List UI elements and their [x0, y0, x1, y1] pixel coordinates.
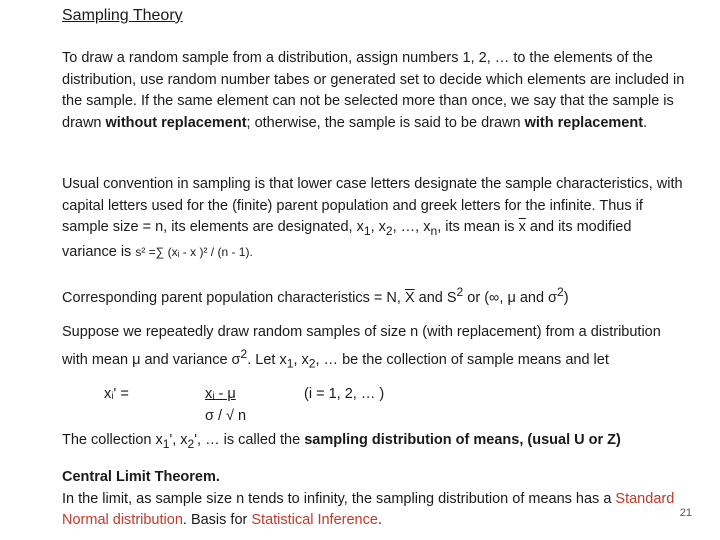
p1-text-a: To draw a random sample from a distribution, assign numbers 1, 2, … to the elements of the distribution, use random number tabes or generated set to decide which elements are included in the sample. If the same element can not be selected more than once, we say that the sample is drawn — [62, 50, 685, 131]
p4b-text-c: ', … is called the — [194, 432, 305, 448]
p3-sup-2b: 2 — [557, 285, 564, 299]
p5-text-c: . — [377, 512, 382, 528]
formula-denominator: σ / √ n — [205, 408, 247, 424]
p4-sub1: 1 — [286, 356, 294, 371]
standardization-formula — [62, 386, 662, 430]
p2-text-a: Usual convention in sampling is that lower case letters designate the sample characteristics, with capital letters used for the (finite) parent population and greek letters for the infinite. Thus if sample size = n, its elements are designated, x — [62, 176, 683, 235]
p4b-text-b: ', x — [169, 432, 188, 448]
paragraph-conventions — [62, 174, 687, 264]
paragraph-central-limit-theorem — [62, 467, 687, 532]
p1-text-b: ; otherwise, the sample is said to be drawn — [246, 114, 525, 131]
p5-red-standard-normal: Standard Normal distribution — [62, 490, 675, 528]
p1-bold-with-replacement: with replacement — [524, 114, 644, 131]
p3-sup-2: 2 — [456, 285, 464, 299]
p1-bold-without-replacement: without replacement — [105, 114, 247, 131]
p3-Xbar: $\overline{X}$ — [404, 289, 415, 306]
p4b-sub1: 1 — [162, 436, 170, 451]
p4b-sub2: 2 — [187, 436, 195, 451]
p3-text-b: and S — [414, 289, 457, 306]
p4-text-d: , … be the collection of sample means and let — [315, 351, 609, 368]
p2-text-b: , …, x — [392, 219, 431, 235]
paragraph-population-characteristics — [62, 282, 687, 309]
p4-text-c: , x — [293, 351, 309, 368]
p4-sub2: 2 — [308, 356, 316, 371]
formula-lhs: xᵢ' = — [104, 386, 129, 402]
page-title: Sampling Theory — [62, 7, 183, 24]
p4-sup: 2 — [240, 346, 248, 361]
clt-heading: Central Limit Theorem. — [62, 469, 220, 485]
formula-condition: (i = 1, 2, … ) — [304, 386, 385, 402]
p5-text-a: In the limit, as sample size n tends to infinity, the sampling distribution of means has a — [62, 490, 616, 507]
page-number: 21 — [679, 507, 692, 519]
p4-text-a: Suppose we repeatedly draw random samples of size n (with replacement) from a distribution with mean μ and variance σ — [62, 324, 661, 368]
p2-text-c: , its mean is — [437, 219, 519, 235]
p3-text-d: ) — [563, 289, 569, 306]
p3-text-c: or (∞, μ and σ — [463, 289, 557, 306]
p5-text-b: . Basis for — [182, 512, 252, 528]
variance-formula: s² =∑ (xᵢ - x )² / (n - 1). — [135, 245, 253, 260]
p3-text-a: Corresponding parent population characteristics = N, — [62, 289, 405, 306]
p2-sep-1: , x — [370, 219, 386, 235]
p4-text-b: . Let x — [247, 351, 287, 368]
paragraph-repeated-samples — [62, 322, 687, 375]
p2-sub-1: 1 — [363, 223, 371, 238]
p4b-text-a: The collection x — [62, 432, 163, 448]
p2-sub-2: 2 — [385, 223, 393, 238]
p1-text-c: . — [643, 114, 648, 131]
p4b-bold: sampling distribution of means, (usual U or Z) — [304, 432, 621, 448]
paragraph-sampling-definition — [62, 48, 687, 134]
p2-xbar: $\overline{x}$ — [518, 219, 526, 235]
p2-text-d: and its modified variance is — [62, 219, 632, 261]
paragraph-sampling-distribution — [62, 430, 687, 455]
formula-numerator: xᵢ - μ — [205, 386, 236, 402]
p2-sub-n: n — [430, 223, 438, 238]
p5-red-statistical-inference: Statistical Inference — [251, 512, 378, 528]
